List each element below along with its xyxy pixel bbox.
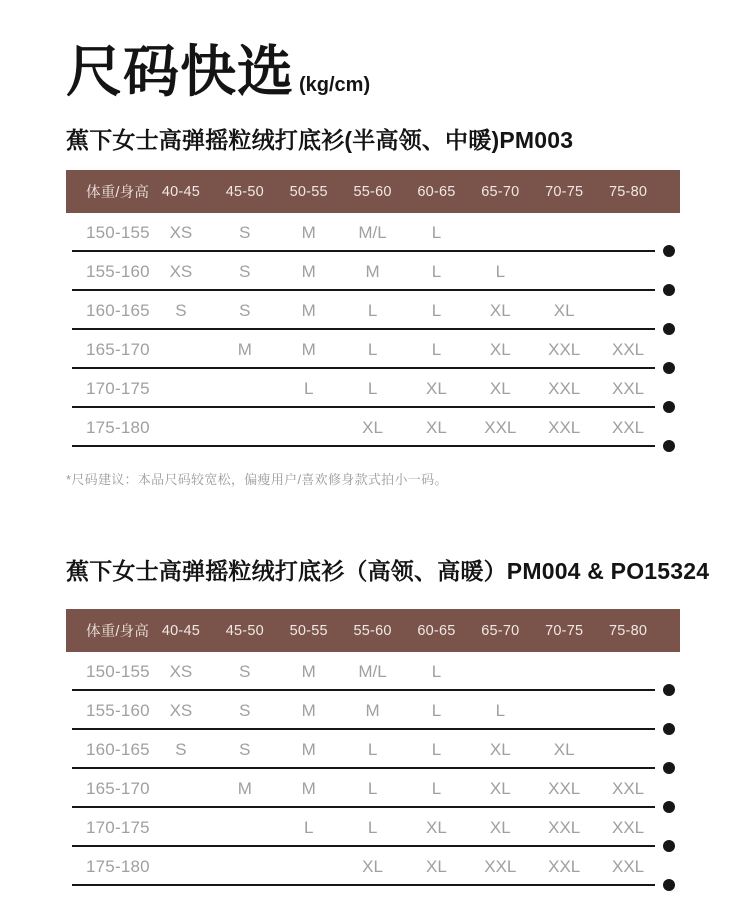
size-value: XL bbox=[489, 739, 511, 759]
size-value: XXL bbox=[611, 417, 645, 437]
table-row-155-160 bbox=[66, 691, 680, 730]
size-value: L bbox=[431, 300, 442, 320]
size-value: L bbox=[303, 378, 314, 398]
table-row-165-170 bbox=[66, 769, 680, 808]
size-advice-footnote: *尺码建议：本品尺码较宽松，偏瘦用户/喜欢修身款式拍小一码。 bbox=[66, 472, 448, 487]
size-value: XXL bbox=[611, 339, 645, 359]
size-value: XXL bbox=[548, 378, 581, 398]
col-header-55-60: 55-60 bbox=[353, 622, 392, 639]
table-row-160-165 bbox=[66, 291, 680, 330]
size-value: M bbox=[301, 261, 316, 281]
col-header-70-75: 70-75 bbox=[545, 183, 584, 200]
size-value: XL bbox=[553, 739, 575, 759]
col-header-45-50: 45-50 bbox=[225, 622, 264, 639]
size-value: XS bbox=[169, 700, 193, 720]
row-label: 155-160 bbox=[86, 261, 150, 281]
table-row-160-165 bbox=[66, 730, 680, 769]
table-row-155-160 bbox=[66, 252, 680, 291]
size-value: XS bbox=[169, 661, 193, 681]
size-value: L bbox=[431, 261, 442, 281]
size-value: L bbox=[431, 778, 442, 798]
col-header-65-70: 65-70 bbox=[481, 622, 520, 639]
size-value: M bbox=[237, 339, 252, 359]
size-value: L bbox=[431, 739, 442, 759]
size-value: L bbox=[431, 339, 442, 359]
row-label: 165-170 bbox=[86, 339, 150, 359]
row-label: 170-175 bbox=[86, 817, 150, 837]
size-value: M bbox=[301, 661, 316, 681]
size-value: L bbox=[367, 739, 378, 759]
size-value: XXL bbox=[484, 417, 517, 437]
size-value: M bbox=[237, 778, 252, 798]
table-row-170-175 bbox=[66, 808, 680, 847]
size-value: XXL bbox=[611, 856, 645, 876]
size-value: XXL bbox=[548, 339, 581, 359]
col-header-40-45: 40-45 bbox=[161, 183, 200, 200]
size-value: XL bbox=[489, 300, 511, 320]
col-header-45-50: 45-50 bbox=[225, 183, 264, 200]
row-label: 165-170 bbox=[86, 778, 150, 798]
size-value: M/L bbox=[358, 222, 387, 242]
size-value: XXL bbox=[548, 778, 581, 798]
size-value: L bbox=[367, 378, 378, 398]
size-value: XL bbox=[426, 417, 447, 437]
table-row-175-180 bbox=[66, 408, 680, 447]
product-subtitle-2: 蕉下女士高弹摇粒绒打底衫（高领、高暖）PM004 & PO15324 bbox=[66, 558, 710, 584]
size-table-2 bbox=[66, 609, 680, 886]
size-value: M bbox=[301, 300, 316, 320]
row-label: 175-180 bbox=[86, 856, 150, 876]
row-label: 150-155 bbox=[86, 222, 150, 242]
size-value: XL bbox=[362, 417, 383, 437]
table-header-row bbox=[66, 170, 680, 213]
col-header-70-75: 70-75 bbox=[545, 622, 584, 639]
size-value: S bbox=[239, 222, 251, 242]
size-value: XXL bbox=[611, 817, 645, 837]
size-value: M bbox=[301, 339, 316, 359]
size-value: M bbox=[301, 700, 316, 720]
table-header-row bbox=[66, 609, 680, 652]
size-value: L bbox=[431, 661, 442, 681]
col-header-75-80: 75-80 bbox=[609, 622, 648, 639]
size-value: L bbox=[431, 222, 442, 242]
size-value: XL bbox=[489, 817, 511, 837]
size-value: XL bbox=[362, 856, 383, 876]
size-value: XS bbox=[169, 222, 193, 242]
size-value: L bbox=[495, 261, 506, 281]
size-value: XL bbox=[426, 378, 447, 398]
col-header-50-55: 50-55 bbox=[289, 622, 328, 639]
title-unit-label: (kg/cm) bbox=[299, 74, 371, 96]
size-table-1 bbox=[66, 170, 680, 447]
size-value: S bbox=[239, 261, 251, 281]
col-header-60-65: 60-65 bbox=[417, 622, 456, 639]
size-value: XXL bbox=[484, 856, 517, 876]
size-value: XL bbox=[553, 300, 575, 320]
size-value: M bbox=[365, 261, 380, 281]
size-value: S bbox=[175, 300, 187, 320]
size-value: S bbox=[239, 739, 251, 759]
size-value: XXL bbox=[548, 417, 581, 437]
size-value: S bbox=[239, 700, 251, 720]
size-value: XXL bbox=[611, 378, 645, 398]
size-value: L bbox=[431, 700, 442, 720]
size-value: XS bbox=[169, 261, 193, 281]
size-value: L bbox=[495, 700, 506, 720]
col-header-weight-height: 体重/身高 bbox=[86, 185, 150, 201]
size-value: XL bbox=[489, 378, 511, 398]
col-header-65-70: 65-70 bbox=[481, 183, 520, 200]
col-header-40-45: 40-45 bbox=[161, 622, 200, 639]
table-row-165-170 bbox=[66, 330, 680, 369]
size-value: L bbox=[367, 300, 378, 320]
size-value: M bbox=[301, 778, 316, 798]
size-value: XL bbox=[426, 856, 447, 876]
size-value: L bbox=[303, 817, 314, 837]
col-header-75-80: 75-80 bbox=[609, 183, 648, 200]
size-value: M/L bbox=[358, 661, 387, 681]
product-subtitle-1: 蕉下女士高弹摇粒绒打底衫(半高领、中暖)PM003 bbox=[66, 127, 574, 153]
size-value: XL bbox=[489, 339, 511, 359]
page-title bbox=[66, 40, 370, 104]
col-header-55-60: 55-60 bbox=[353, 183, 392, 200]
row-label: 155-160 bbox=[86, 700, 150, 720]
col-header-weight-height: 体重/身高 bbox=[86, 624, 150, 640]
table-row-150-155 bbox=[66, 213, 680, 252]
size-value: XXL bbox=[548, 817, 581, 837]
size-value: L bbox=[367, 817, 378, 837]
size-value: S bbox=[239, 661, 251, 681]
col-header-50-55: 50-55 bbox=[289, 183, 328, 200]
size-value: XL bbox=[426, 817, 447, 837]
size-value: M bbox=[301, 222, 316, 242]
col-header-60-65: 60-65 bbox=[417, 183, 456, 200]
size-value: L bbox=[367, 778, 378, 798]
row-label: 175-180 bbox=[86, 417, 150, 437]
size-value: S bbox=[175, 739, 187, 759]
table-row-170-175 bbox=[66, 369, 680, 408]
row-label: 160-165 bbox=[86, 739, 150, 759]
size-value: S bbox=[239, 300, 251, 320]
table-row-150-155 bbox=[66, 652, 680, 691]
size-value: XXL bbox=[548, 856, 581, 876]
size-value: XL bbox=[489, 778, 511, 798]
row-label: 170-175 bbox=[86, 378, 150, 398]
row-label: 150-155 bbox=[86, 661, 150, 681]
page-title-text: 尺码快选 bbox=[66, 40, 294, 103]
size-value: L bbox=[367, 339, 378, 359]
size-value: XXL bbox=[611, 778, 645, 798]
row-label: 160-165 bbox=[86, 300, 150, 320]
size-value: M bbox=[301, 739, 316, 759]
size-value: M bbox=[365, 700, 380, 720]
table-row-175-180 bbox=[66, 847, 680, 886]
